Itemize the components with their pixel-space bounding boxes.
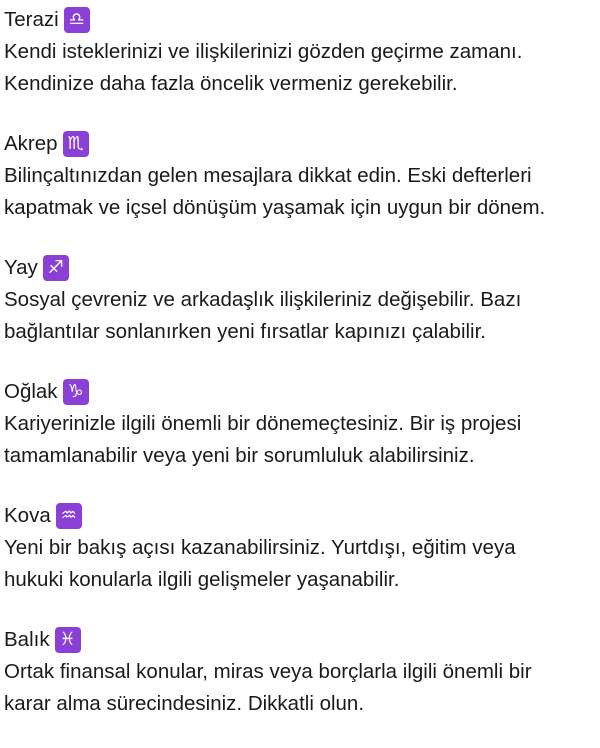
libra-icon: ♎	[64, 7, 90, 33]
sign-section-akrep	[4, 128, 596, 224]
sign-header	[4, 128, 596, 160]
sign-section-kova	[4, 500, 596, 596]
sign-text-line: Kariyerinizle ilgili önemli bir dönemeçtesiniz. Bir iş projesi	[4, 412, 522, 435]
sign-text-line: bağlantılar sonlanırken yeni fırsatlar kapınızı çalabilir.	[4, 320, 487, 343]
sign-name: Kova	[4, 504, 51, 527]
sign-name: Balık	[4, 628, 50, 651]
capricorn-icon: ♑	[63, 379, 89, 405]
sign-text-line: Kendi isteklerinizi ve ilişkilerinizi gözden geçirme zamanı.	[4, 40, 523, 63]
sign-text-line: tamamlanabilir veya yeni bir sorumluluk alabilirsiniz.	[4, 444, 475, 467]
sign-text	[4, 284, 596, 348]
sign-header	[4, 624, 596, 656]
sign-section-balik	[4, 624, 596, 720]
sign-text	[4, 36, 596, 100]
aquarius-icon: ♒	[56, 503, 82, 529]
sign-name: Terazi	[4, 8, 59, 31]
sign-name: Yay	[4, 256, 38, 279]
sign-text	[4, 408, 596, 472]
sagittarius-icon: ♐	[43, 255, 69, 281]
sign-text-line: hukuki konularla ilgili gelişmeler yaşanabilir.	[4, 568, 400, 591]
sign-name: Akrep	[4, 132, 58, 155]
sign-text-line: Yeni bir bakış açısı kazanabilirsiniz. Yurtdışı, eğitim veya	[4, 536, 516, 559]
sign-header	[4, 500, 596, 532]
sign-text	[4, 656, 596, 720]
sign-header	[4, 4, 596, 36]
pisces-icon: ♓	[55, 627, 81, 653]
sign-header	[4, 376, 596, 408]
sign-section-terazi	[4, 4, 596, 100]
sign-section-oglak	[4, 376, 596, 472]
horoscope-list	[4, 4, 596, 748]
sign-text	[4, 160, 596, 224]
sign-name: Oğlak	[4, 380, 58, 403]
sign-header	[4, 252, 596, 284]
sign-text-line: Sosyal çevreniz ve arkadaşlık ilişkileriniz değişebilir. Bazı	[4, 288, 522, 311]
sign-text-line: Ortak finansal konular, miras veya borçlarla ilgili önemli bir	[4, 660, 532, 683]
sign-text-line: kapatmak ve içsel dönüşüm yaşamak için uygun bir dönem.	[4, 196, 546, 219]
scorpio-icon: ♏	[63, 131, 89, 157]
sign-text-line: Kendinize daha fazla öncelik vermeniz gerekebilir.	[4, 72, 458, 95]
sign-text-line: Bilinçaltınızdan gelen mesajlara dikkat edin. Eski defterleri	[4, 164, 532, 187]
sign-text-line: karar alma sürecindesiniz. Dikkatli olun.	[4, 692, 365, 715]
sign-text	[4, 532, 596, 596]
sign-section-yay	[4, 252, 596, 348]
